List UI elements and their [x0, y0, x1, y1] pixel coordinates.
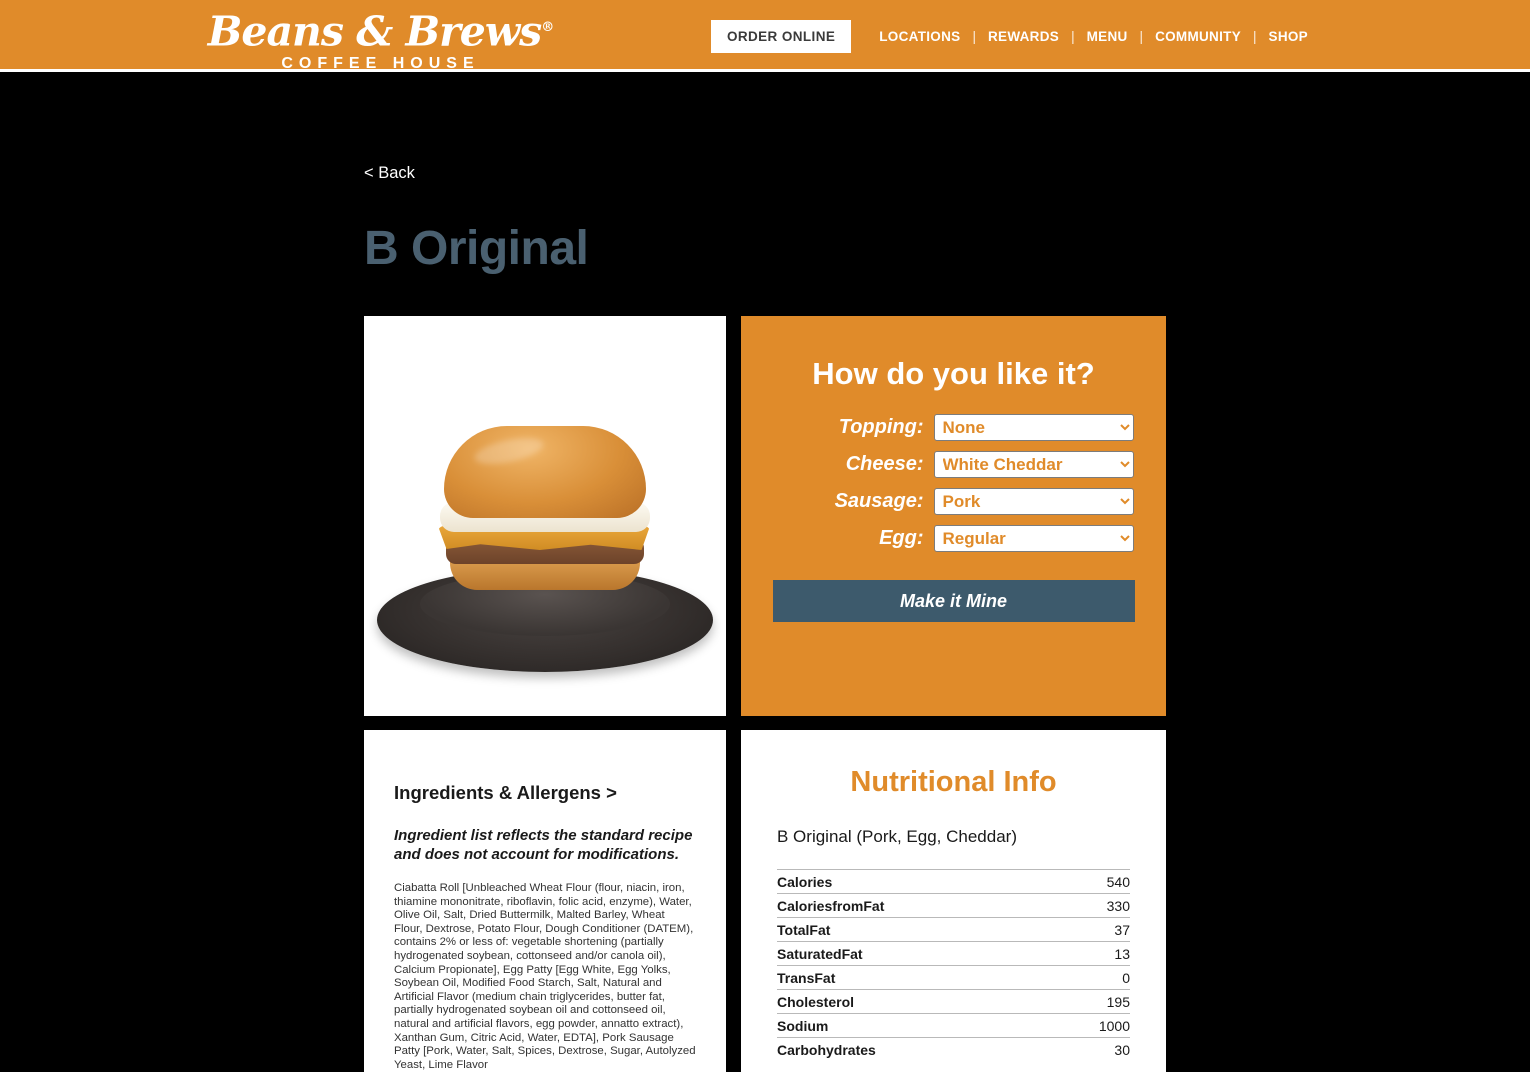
nutrition-row-name: CaloriesfromFat [777, 894, 1051, 918]
order-online-button[interactable]: ORDER ONLINE [711, 20, 851, 53]
product-image-card [364, 316, 726, 716]
nutrition-title: Nutritional Info [850, 766, 1057, 798]
page-title: B Original [364, 222, 589, 275]
content-column [364, 72, 1166, 1072]
nutrition-row-value: 540 [1051, 870, 1130, 894]
nutrition-row-name: Carbohydrates [777, 1038, 1051, 1062]
main-nav [711, 20, 1320, 53]
bun-top-shape [444, 426, 646, 518]
table-row [777, 870, 1130, 894]
sausage-select[interactable] [934, 488, 1134, 515]
cheese-label: Cheese: [845, 453, 924, 475]
nutrition-row-value: 13 [1051, 942, 1130, 966]
nav-item-locations[interactable]: LOCATIONS [879, 29, 961, 44]
logo-subtitle: COFFEE HOUSE [281, 54, 480, 72]
nutrition-row-value: 195 [1051, 990, 1130, 1014]
customize-panel [741, 316, 1166, 716]
make-it-mine-button[interactable]: Make it Mine [773, 580, 1135, 622]
nutrition-row-name: Sodium [777, 1014, 1051, 1038]
nutrition-row-value: 37 [1051, 918, 1130, 942]
page-body [0, 72, 1530, 1072]
nav-item-community[interactable]: COMMUNITY [1155, 29, 1242, 44]
nav-divider: | [1253, 29, 1257, 44]
nutrition-row-value: 1000 [1051, 1014, 1130, 1038]
table-row [777, 942, 1130, 966]
nav-item-menu[interactable]: MENU [1086, 29, 1128, 44]
nav-item-rewards[interactable]: REWARDS [987, 29, 1060, 44]
table-row [777, 894, 1130, 918]
nutrition-row-value: 330 [1051, 894, 1130, 918]
ingredients-card [364, 730, 726, 1072]
topping-select[interactable] [934, 414, 1134, 441]
nutrition-table [777, 869, 1130, 1061]
cheese-select[interactable] [934, 451, 1134, 478]
topping-label: Topping: [838, 416, 924, 438]
nutrition-row-value: 0 [1051, 966, 1130, 990]
option-row-topping [771, 414, 1136, 441]
back-link[interactable]: < Back [364, 164, 415, 182]
nav-divider: | [972, 29, 976, 44]
registered-mark: ® [541, 20, 554, 35]
sausage-label: Sausage: [834, 490, 924, 512]
nutrition-row-name: TotalFat [777, 918, 1051, 942]
nutrition-row-name: Cholesterol [777, 990, 1051, 1014]
sandwich-image [438, 426, 652, 586]
table-row [777, 1014, 1130, 1038]
product-top-row [364, 316, 1166, 716]
nutrition-row-name: TransFat [777, 966, 1051, 990]
site-logo[interactable] [203, 6, 558, 73]
table-row [777, 1038, 1130, 1062]
option-row-egg [771, 525, 1136, 552]
product-bottom-row [364, 730, 1166, 1072]
nav-divider: | [1139, 29, 1144, 44]
ingredients-body: Ciabatta Roll [Unbleached Wheat Flour (flour, niacin, iron, thiamine mononitrate, riboflavin, folic acid, enzyme), Water, Olive Oil, Salt, Dried Buttermilk, Malted Barley, Wheat Flour, Dextrose, Potato Flour, Dough Conditioner (DATEM), contains 2% or less of: vegetable shortening (partially hydrogenated soybean, cottonseed and/or canola oil), Calcium Propionate], Egg Patty [Egg White, Egg Yolks, Soybean Oil, Modified Food Starch, Salt, Natural and Artificial Flavor (medium chain triglycerides, butter fat, partially hydrogenated soybean oil and cottonseed oil, natural and artificial flavors, egg powder, annatto extract), Xanthan Gum, Citric Acid, Water, EDTA], Pork Sausage Patty [Pork, Water, Salt, Spices, Dextrose, Sugar, Autolyzed Yeast, Lime Flavor [394, 882, 696, 1071]
nutrition-subtitle: B Original (Pork, Egg, Cheddar) [777, 827, 1017, 846]
egg-label: Egg: [879, 527, 924, 549]
nutrition-row-name: Calories [777, 870, 1051, 894]
nutrition-card [741, 730, 1166, 1072]
nav-item-shop[interactable]: SHOP [1268, 29, 1308, 44]
egg-select[interactable] [934, 525, 1134, 552]
option-row-sausage [771, 488, 1136, 515]
customize-heading: How do you like it? [812, 356, 1095, 391]
site-header [0, 0, 1530, 72]
nutrition-row-name: SaturatedFat [777, 942, 1051, 966]
table-row [777, 990, 1130, 1014]
table-row [777, 966, 1130, 990]
logo-wordmark: Beans & Brews [207, 7, 542, 56]
ingredients-note: Ingredient list reflects the standard recipe and does not account for modifications. [394, 827, 693, 863]
option-row-cheese [771, 451, 1136, 478]
nav-divider: | [1071, 29, 1075, 44]
logo-main-text [203, 6, 558, 54]
table-row [777, 918, 1130, 942]
nutrition-row-value: 30 [1051, 1038, 1130, 1062]
ingredients-title[interactable]: Ingredients & Allergens > [394, 782, 617, 803]
